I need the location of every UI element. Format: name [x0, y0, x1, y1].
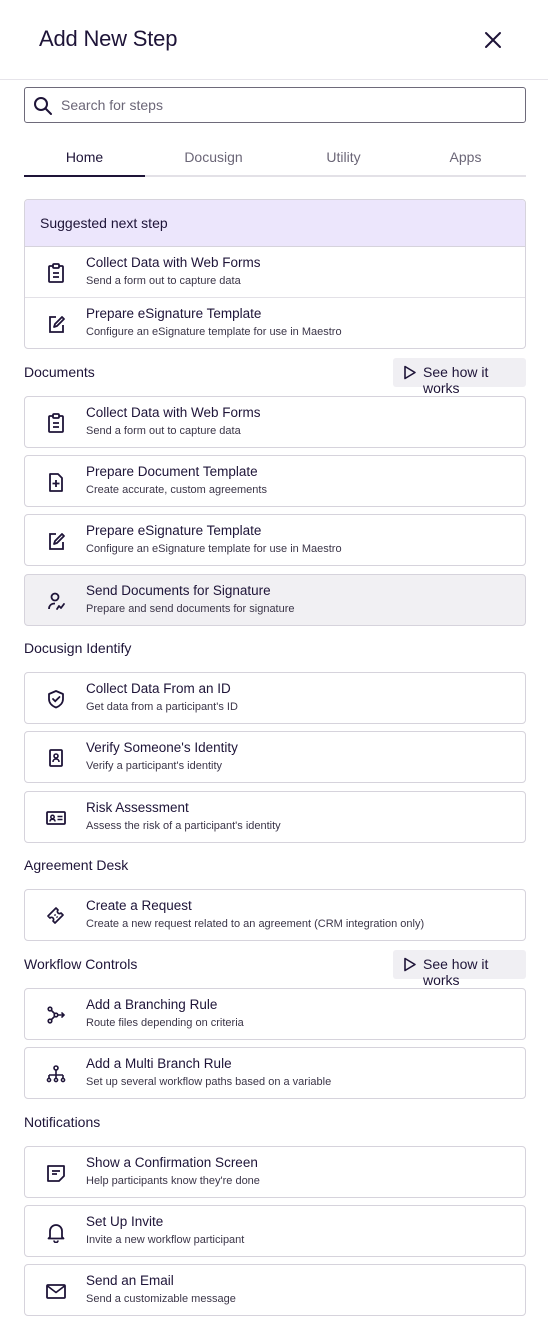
- tab-utility[interactable]: Utility: [326, 149, 361, 165]
- shield-check-icon: [45, 688, 67, 710]
- close-icon[interactable]: [480, 27, 506, 53]
- step-title: Set Up Invite: [86, 1214, 164, 1229]
- step-description: Invite a new workflow participant: [86, 1234, 245, 1246]
- ticket-icon: [45, 905, 67, 927]
- step-description: Prepare and send documents for signature: [86, 603, 295, 615]
- envelope-icon: [45, 1280, 67, 1302]
- step-card[interactable]: [24, 455, 526, 507]
- search-icon: [33, 96, 53, 116]
- step-card[interactable]: [24, 672, 526, 724]
- play-icon: [403, 365, 417, 380]
- section-title-documents: Documents: [24, 364, 95, 380]
- tab-bar: [24, 140, 526, 177]
- step-title: Add a Multi Branch Rule: [86, 1056, 232, 1071]
- suggested-next-step-panel: [24, 199, 526, 349]
- suggested-item[interactable]: [25, 247, 525, 298]
- document-plus-icon: [45, 471, 67, 493]
- step-card[interactable]: [24, 514, 526, 566]
- edit-document-icon: [45, 313, 67, 335]
- step-description: Create accurate, custom agreements: [86, 484, 267, 496]
- step-card[interactable]: [24, 1264, 526, 1316]
- step-title: Risk Assessment: [86, 800, 189, 815]
- clipboard-icon: [45, 262, 67, 284]
- edit-document-icon: [45, 530, 67, 552]
- id-card-icon: [45, 807, 67, 829]
- tab-apps[interactable]: Apps: [449, 149, 482, 165]
- step-description: Configure an eSignature template for use in Maestro: [86, 543, 342, 555]
- step-description: Send a form out to capture data: [86, 425, 241, 437]
- step-description: Assess the risk of a participant's identity: [86, 820, 281, 832]
- step-title: Create a Request: [86, 898, 192, 913]
- step-title: Add a Branching Rule: [86, 997, 218, 1012]
- step-title: Verify Someone's Identity: [86, 740, 238, 755]
- step-title: Prepare eSignature Template: [86, 306, 262, 321]
- step-title: Collect Data with Web Forms: [86, 255, 261, 270]
- multi-branch-icon: [45, 1063, 67, 1085]
- step-title: Send Documents for Signature: [86, 583, 271, 598]
- search-input[interactable]: [61, 92, 511, 118]
- clipboard-icon: [45, 412, 67, 434]
- step-title: Send an Email: [86, 1273, 174, 1288]
- step-title: Prepare eSignature Template: [86, 523, 262, 538]
- suggested-item[interactable]: [25, 298, 525, 349]
- step-card[interactable]: [24, 731, 526, 783]
- play-icon: [403, 957, 417, 972]
- see-how-it-works-button[interactable]: [393, 358, 526, 396]
- id-badge-icon: [45, 747, 67, 769]
- step-card[interactable]: [24, 396, 526, 448]
- suggested-heading: Suggested next step: [25, 200, 525, 247]
- step-card[interactable]: [24, 791, 526, 843]
- step-card[interactable]: [24, 988, 526, 1040]
- search-box: [24, 87, 526, 123]
- step-card[interactable]: [24, 1205, 526, 1257]
- step-title: Prepare Document Template: [86, 464, 258, 479]
- step-description: Get data from a participant's ID: [86, 701, 238, 713]
- step-description: Configure an eSignature template for use in Maestro: [86, 326, 342, 338]
- step-card[interactable]: [24, 574, 526, 626]
- step-card[interactable]: [24, 889, 526, 941]
- section-title-notifications: Notifications: [24, 1114, 101, 1130]
- step-description: Send a form out to capture data: [86, 275, 241, 287]
- step-title: Collect Data with Web Forms: [86, 405, 261, 420]
- branch-icon: [45, 1004, 67, 1026]
- bell-icon: [45, 1221, 67, 1243]
- step-title: Collect Data From an ID: [86, 681, 231, 696]
- section-title-identify: Docusign Identify: [24, 640, 132, 656]
- see-how-label: See how it works: [423, 956, 489, 988]
- step-description: Route files depending on criteria: [86, 1017, 244, 1029]
- step-description: Verify a participant's identity: [86, 760, 223, 772]
- step-card[interactable]: [24, 1047, 526, 1099]
- person-sign-icon: [45, 590, 67, 612]
- step-description: Create a new request related to an agreement (CRM integration only): [86, 918, 425, 930]
- section-title-agreement-desk: Agreement Desk: [24, 857, 129, 873]
- step-description: Set up several workflow paths based on a variable: [86, 1076, 332, 1088]
- step-description: Help participants know they're done: [86, 1175, 260, 1187]
- panel-header: [0, 0, 548, 80]
- confirmation-screen-icon: [45, 1162, 67, 1184]
- tab-home[interactable]: Home: [24, 140, 145, 177]
- see-how-label: See how it works: [423, 364, 489, 396]
- step-description: Send a customizable message: [86, 1293, 236, 1305]
- step-card[interactable]: [24, 1146, 526, 1198]
- step-title: Show a Confirmation Screen: [86, 1155, 258, 1170]
- page-title: Add New Step: [39, 26, 178, 51]
- tab-docusign[interactable]: Docusign: [184, 149, 243, 165]
- see-how-it-works-button[interactable]: [393, 950, 526, 988]
- section-title-workflow-controls: Workflow Controls: [24, 956, 138, 972]
